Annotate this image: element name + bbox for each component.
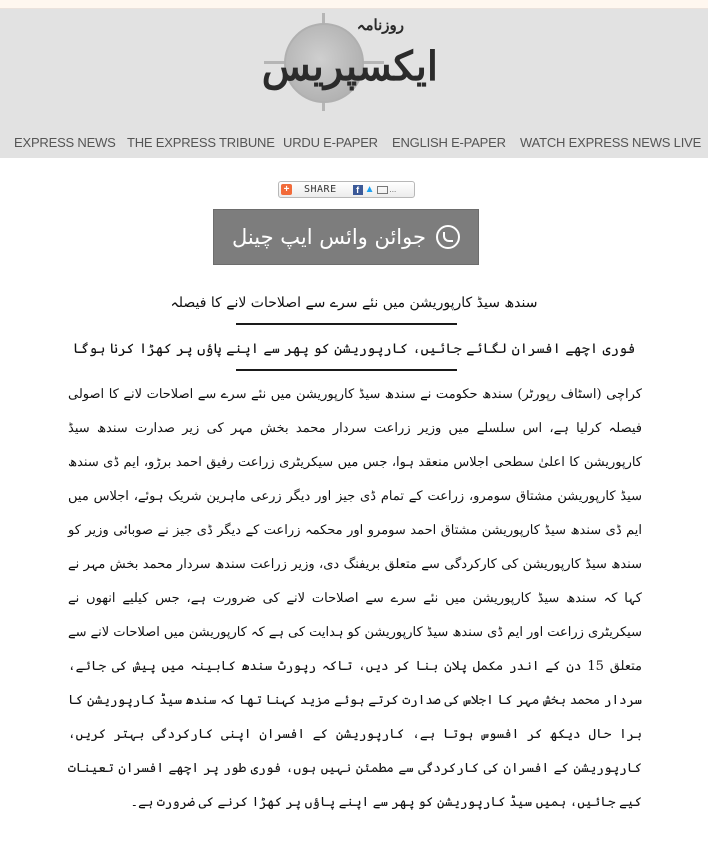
plus-icon[interactable]: + [281,184,292,195]
logo-subtitle: روزنامہ [356,16,404,34]
top-strip [0,0,708,8]
more-icon[interactable]: ... [389,185,397,194]
whatsapp-icon [436,225,460,249]
article-body: کراچی (اسٹاف رپورٹر) سندھ حکومت نے سندھ سیڈ کارپوریشن میں نئے سرے سے اصلاحات لانے کا اصولی فیصلہ کرلیا ہے، اس سلسلے میں وزیر زراعت سردار محمد بخش مہر کی زیر صدارت سندھ سیڈ کارپوریشن کا اعلیٰ سطحی اجلاس منعقد ہوا، جس میں سیکریٹری زراعت رفیق احمد برڑو، ایم ڈی سندھ سیڈ کارپوریشن مشتاق سومرو، زراعت کے تمام ڈی جیز اور دیگر زرعی ماہرین شریک ہوئے، اجلاس میں ایم ڈی سندھ سیڈ کارپوریشن مشتاق احمد سومرو اور محکمہ زراعت کے دیگر ڈی جیز نے صوبائی وزیر کو سندھ سیڈ کارپوریشن کی کارکردگی سے متعلق بریفنگ دی، وزیر زراعت سندھ سردار محمد بخش مہر نے کہا کہ سندھ سیڈ کارپوریشن میں نئے سرے سے اصلاحات لانے کی ضرورت ہے، جس کیلیے انھوں نے سیکریٹری زراعت اور ایم ڈی سندھ سیڈ کارپوریشن کو ہدایت کی ہے کہ کارپوریشن میں اصلاحات لانے سے متعلق 15 دن کے اندر مکمل پلان بنا کر دیں، تاکہ رپورٹ سندھ کابینہ میں پیش کی جائے، سردار محمد بخش مہر کا اجلاس کی صدارت کرتے ہوئے مزید کہنا تھا کہ سندھ سیڈ کارپوریشن کا برا حال دیکھ کر افسوس ہوتا ہے، کارپوریشن کے افسران اپنی کارکردگی بہتر کریں، کارپوریشن کے افسران کی کارکردگی سے مطمئن نہیں ہوں، فوری طور پر اچھے افسران تعینات کیے جائیں، ہمیں سیڈ کارپوریشن کو پھر سے اپنے پاؤں پر کھڑا کرنے کی ضرورت ہے۔ [68,387,643,810]
logo-title: ایکسپریس [261,43,438,90]
share-widget[interactable] [278,181,415,198]
article-subheadline: فوری اچھے افسران لگائے جائیں، کارپوریشن کو پھر سے اپنے پاؤں پر کھڑا کرنا ہوگا [72,341,636,357]
facebook-icon[interactable]: f [353,185,363,195]
share-label[interactable]: SHARE [304,184,337,195]
article-headline: سندھ سیڈ کارپوریشن میں نئے سرے سے اصلاحات لانے کا فیصلہ [170,295,538,311]
nav-express-news[interactable]: EXPRESS NEWS [14,135,116,150]
subheadline-divider [236,369,457,371]
nav-express-tribune[interactable]: THE EXPRESS TRIBUNE [127,135,275,150]
top-nav [0,125,708,159]
mail-icon[interactable] [377,186,388,194]
nav-english-epaper[interactable]: ENGLISH E-PAPER [392,135,506,150]
whatsapp-button-label: جوائن وائس ایپ چینل [232,225,426,249]
site-header [0,8,708,158]
join-whatsapp-channel-button[interactable] [213,209,479,265]
headline-divider [236,323,457,325]
twitter-icon[interactable]: ▲ [364,183,375,195]
express-logo[interactable] [261,13,444,111]
nav-urdu-epaper[interactable]: URDU E-PAPER [283,135,378,150]
nav-watch-live[interactable]: WATCH EXPRESS NEWS LIVE [520,135,702,150]
